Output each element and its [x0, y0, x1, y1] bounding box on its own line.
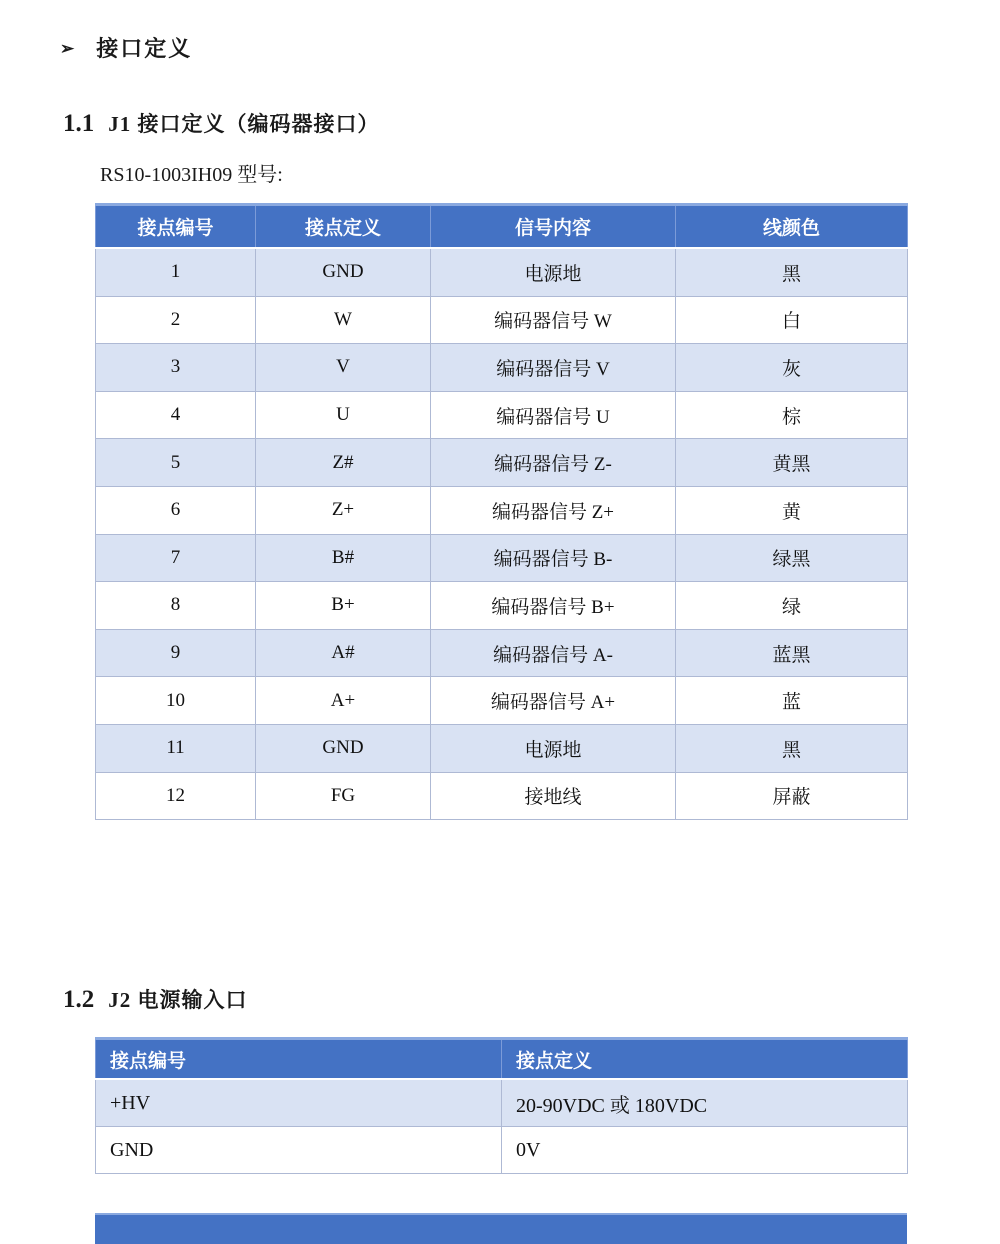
arrow-bullet-icon: ➢ — [60, 38, 75, 58]
j1-table-header-row — [96, 205, 908, 249]
pin-definition-cell: B# — [256, 534, 431, 582]
wire-color-cell: 屏蔽 — [676, 772, 908, 820]
pin-definition-cell: B+ — [256, 582, 431, 630]
section-title-1-2: J2 电源输入口 — [108, 988, 248, 1012]
wire-color-cell: 绿黑 — [676, 534, 908, 582]
table-row — [96, 439, 908, 487]
signal-content-cell: 编码器信号 B- — [431, 534, 676, 582]
signal-content-cell: 编码器信号 B+ — [431, 582, 676, 630]
j1-header-wire-color: 线颜色 — [676, 205, 908, 249]
section-title-1-1: J1 接口定义（编码器接口） — [108, 112, 380, 136]
wire-color-cell: 棕 — [676, 391, 908, 439]
pin-number-cell: 11 — [96, 724, 256, 772]
table-row — [96, 772, 908, 820]
interface-definition-heading — [60, 32, 192, 63]
pin-definition-cell: GND — [256, 248, 431, 296]
pin-definition-cell: 20-90VDC 或 180VDC — [502, 1079, 908, 1127]
pin-definition-cell: Z+ — [256, 486, 431, 534]
pin-definition-cell: 0V — [502, 1127, 908, 1174]
section-heading-1-1 — [63, 108, 380, 138]
model-number-line: RS10-1003IH09 型号: — [100, 164, 283, 186]
j2-header-pin-definition: 接点定义 — [502, 1039, 908, 1080]
j1-encoder-pin-table — [95, 203, 908, 820]
signal-content-cell: 编码器信号 Z+ — [431, 486, 676, 534]
pin-definition-cell: GND — [256, 724, 431, 772]
table-row — [96, 1127, 908, 1174]
interface-definition-heading-label: 接口定义 — [96, 36, 193, 61]
signal-content-cell: 电源地 — [431, 248, 676, 296]
wire-color-cell: 蓝 — [676, 677, 908, 725]
pin-number-cell: 7 — [96, 534, 256, 582]
wire-color-cell: 黑 — [676, 248, 908, 296]
section-number-1-2: 1.2 — [63, 986, 95, 1013]
wire-color-cell: 黄 — [676, 486, 908, 534]
section-heading-1-2 — [63, 984, 248, 1014]
pin-number-cell: 3 — [96, 344, 256, 392]
pin-definition-cell: U — [256, 391, 431, 439]
signal-content-cell: 编码器信号 W — [431, 296, 676, 344]
pin-number-cell: 1 — [96, 248, 256, 296]
pin-definition-cell: FG — [256, 772, 431, 820]
wire-color-cell: 蓝黑 — [676, 629, 908, 677]
signal-content-cell: 编码器信号 A- — [431, 629, 676, 677]
pin-number-cell: 6 — [96, 486, 256, 534]
signal-content-cell: 电源地 — [431, 724, 676, 772]
table-row — [96, 296, 908, 344]
table-row — [96, 486, 908, 534]
pin-number-cell: 4 — [96, 391, 256, 439]
pin-number-cell: 5 — [96, 439, 256, 487]
signal-content-cell: 编码器信号 A+ — [431, 677, 676, 725]
j2-header-pin-number: 接点编号 — [96, 1039, 502, 1080]
j2-power-input-table — [95, 1037, 908, 1174]
pin-definition-cell: Z# — [256, 439, 431, 487]
pin-number-cell: 2 — [96, 296, 256, 344]
wire-color-cell: 白 — [676, 296, 908, 344]
section-number-1-1: 1.1 — [63, 110, 95, 137]
table-row — [96, 677, 908, 725]
pin-number-cell: +HV — [96, 1079, 502, 1127]
pin-number-cell: 10 — [96, 677, 256, 725]
signal-content-cell: 接地线 — [431, 772, 676, 820]
partial-next-table-header-bar — [95, 1213, 907, 1244]
table-row — [96, 1079, 908, 1127]
table-row — [96, 391, 908, 439]
j1-header-signal-content: 信号内容 — [431, 205, 676, 249]
signal-content-cell: 编码器信号 U — [431, 391, 676, 439]
table-row — [96, 724, 908, 772]
j1-header-pin-definition: 接点定义 — [256, 205, 431, 249]
j1-header-pin-number: 接点编号 — [96, 205, 256, 249]
pin-definition-cell: A+ — [256, 677, 431, 725]
pin-number-cell: 9 — [96, 629, 256, 677]
table-row — [96, 534, 908, 582]
pin-number-cell: GND — [96, 1127, 502, 1174]
pin-definition-cell: A# — [256, 629, 431, 677]
pin-number-cell: 12 — [96, 772, 256, 820]
pin-definition-cell: W — [256, 296, 431, 344]
table-row — [96, 248, 908, 296]
j2-table-header-row — [96, 1039, 908, 1080]
wire-color-cell: 黑 — [676, 724, 908, 772]
table-row — [96, 629, 908, 677]
table-row — [96, 344, 908, 392]
pin-definition-cell: V — [256, 344, 431, 392]
wire-color-cell: 灰 — [676, 344, 908, 392]
pin-number-cell: 8 — [96, 582, 256, 630]
table-row — [96, 582, 908, 630]
wire-color-cell: 绿 — [676, 582, 908, 630]
signal-content-cell: 编码器信号 Z- — [431, 439, 676, 487]
signal-content-cell: 编码器信号 V — [431, 344, 676, 392]
wire-color-cell: 黄黑 — [676, 439, 908, 487]
